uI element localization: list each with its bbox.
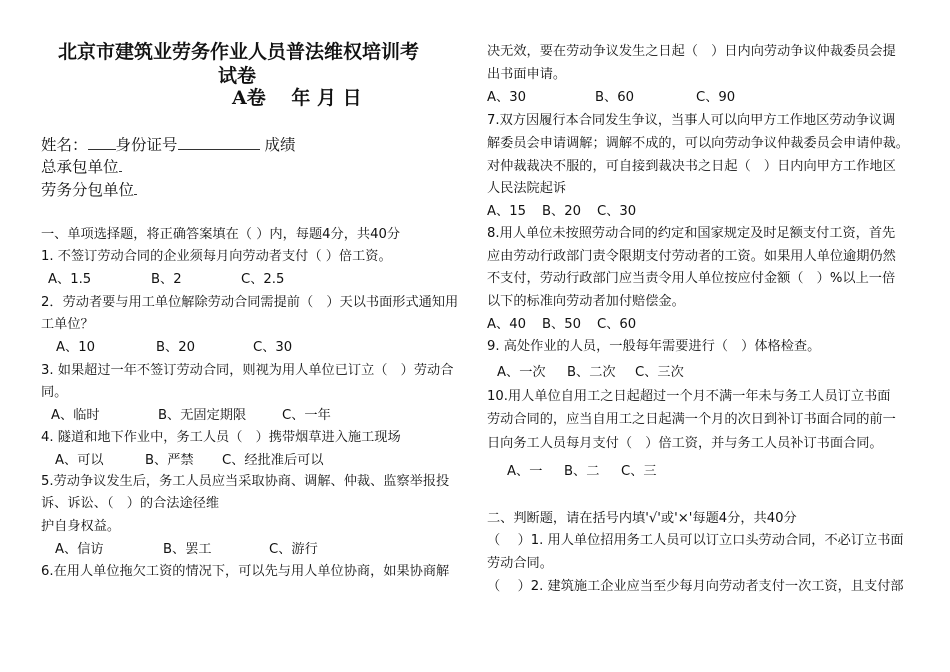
option-a: A、30 [487, 90, 526, 105]
option-b: B、2 [151, 272, 182, 287]
exam-title: 北京市建筑业劳务作业人员普法维权培训考 [58, 41, 420, 63]
question-6-options [487, 89, 735, 107]
option-a: A、可以 [55, 453, 104, 468]
judge-1: （ ）1. 用人单位招用务工人员可以订立口头劳动合同，不必订立书面 [487, 533, 904, 548]
option-b: B、二 [564, 464, 600, 479]
question-4-options [55, 452, 324, 470]
subcontractor-label: 劳务分包单位 [41, 181, 135, 199]
question-5-cont: 诉、诉讼、（ ）的合法途径维 [41, 496, 220, 511]
option-c: C、三次 [635, 365, 684, 380]
option-a: A、临时 [51, 408, 100, 423]
option-c: C、经批准后可以 [222, 453, 324, 468]
option-c: C、90 [696, 90, 736, 105]
question-3: 3. 如果超过一年不签订劳动合同，则视为用人单位已订立（ ）劳动合 [41, 363, 454, 378]
section2-heading: 二、判断题，请在括号内填'√'或'×'每题4分，共40分 [487, 511, 797, 526]
subcontractor-row [41, 181, 137, 199]
judge-2: （ ）2. 建筑施工企业应当至少每月向劳动者支付一次工资，且支付部 [487, 579, 904, 594]
option-a: A、15 [487, 204, 526, 219]
contractor-field[interactable] [119, 161, 122, 172]
question-2-cont: 工单位？ [41, 317, 94, 332]
option-a: A、一 [507, 464, 543, 479]
option-b: B、无固定期限 [158, 408, 247, 423]
subcontractor-field[interactable] [134, 184, 137, 195]
option-c: C、60 [597, 317, 637, 332]
question-9-options [497, 364, 684, 382]
section1-heading: 一、单项选择题，将正确答案填在（ ）内，每题4分，共40分 [41, 227, 401, 242]
option-c: C、一年 [282, 408, 331, 423]
question-7: 7.双方因履行本合同发生争议，当事人可以向甲方工作地区劳动争议调 [487, 113, 896, 128]
question-7-cont2: 对仲裁裁决不服的，可自接到裁决书之日起（ ）日内向甲方工作地区 [487, 159, 896, 174]
question-1: 1. 不签订劳动合同的企业须每月向劳动者支付（ ）倍工资。 [41, 249, 392, 264]
option-a: A、1.5 [48, 272, 92, 287]
option-a: A、信访 [55, 542, 104, 557]
question-5-options [55, 541, 318, 559]
name-label: 姓名： [41, 136, 88, 154]
option-b: B、20 [156, 340, 196, 355]
question-3-options [51, 407, 331, 425]
option-c: C、游行 [269, 542, 318, 557]
question-10: 10.用人单位自用工之日起超过一个月不满一年未与务工人员订立书面 [487, 389, 891, 404]
question-8: 8.用人单位未按照劳动合同的约定和国家规定及时足额支付工资，首先 [487, 226, 896, 241]
option-b: B、二次 [567, 365, 616, 380]
question-2-options [56, 339, 292, 357]
question-7-cont: 解委员会申请调解；调解不成的，可以向劳动争议仲裁委员会申请仲裁。 [487, 136, 909, 151]
contractor-row [41, 158, 122, 176]
option-b: B、20 [542, 204, 582, 219]
question-7-cont3: 人民法院起诉 [487, 181, 567, 196]
name-field[interactable] [88, 139, 116, 150]
question-5: 5.劳动争议发生后，务工人员应当采取协商、调解、仲裁、监察举报投 [41, 474, 450, 489]
question-8-options [487, 316, 636, 334]
question-8-cont: 应由劳动行政部门责令限期支付劳动者的工资。如果用人单位逾期仍然 [487, 249, 896, 264]
question-6-cont: 决无效，要在劳动争议发生之日起（ ）日内向劳动争议仲裁委员会提 [487, 44, 896, 59]
question-4: 4. 隧道和地下作业中，务工人员（ ）携带烟草进入施工现场 [41, 430, 401, 445]
paper-version-date: A卷 年 月 日 [232, 87, 362, 109]
judge-1-cont: 劳动合同。 [487, 556, 553, 571]
option-c: C、30 [597, 204, 637, 219]
option-b: B、60 [595, 90, 635, 105]
question-7-options [487, 203, 636, 221]
question-1-options [48, 271, 284, 289]
option-a: A、10 [56, 340, 95, 355]
question-10-cont2: 日向务工人员每月支付（ ）倍工资，并与务工人员补订书面合同。 [487, 436, 883, 451]
option-c: C、三 [621, 464, 657, 479]
score-label: 成绩 [259, 136, 296, 154]
option-c: C、30 [253, 340, 293, 355]
question-6-cont2: 出书面申请。 [487, 67, 567, 82]
exam-title-cont: 试卷 [218, 65, 257, 87]
question-10-options [507, 463, 657, 481]
option-a: A、一次 [497, 365, 546, 380]
option-c: C、2.5 [241, 272, 285, 287]
name-row [41, 136, 295, 154]
question-2: 2．劳动者要与用工单位解除劳动合同需提前（ ）天以书面形式通知用 [41, 295, 459, 310]
question-8-cont3: 以下的标准向劳动者加付赔偿金。 [487, 294, 685, 309]
question-3-cont: 同。 [41, 385, 68, 400]
option-b: B、50 [542, 317, 582, 332]
question-5-cont2: 护自身权益。 [41, 519, 121, 534]
question-10-cont: 劳动合同的，应当自用工之日起满一个月的次日到补订书面合同的前一 [487, 412, 896, 427]
option-b: B、严禁 [145, 453, 194, 468]
option-b: B、罢工 [163, 542, 212, 557]
question-9: 9. 高处作业的人员，一般每年需要进行（ ）体格检查。 [487, 339, 821, 354]
id-label: 身份证号 [115, 136, 178, 154]
id-field[interactable] [178, 139, 260, 150]
option-a: A、40 [487, 317, 526, 332]
question-8-cont2: 不支付，劳动行政部门应当责令用人单位按应付金额（ ）%以上一倍 [487, 271, 896, 286]
question-6: 6.在用人单位拖欠工资的情况下，可以先与用人单位协商，如果协商解 [41, 564, 450, 579]
contractor-label: 总承包单位 [41, 158, 119, 176]
